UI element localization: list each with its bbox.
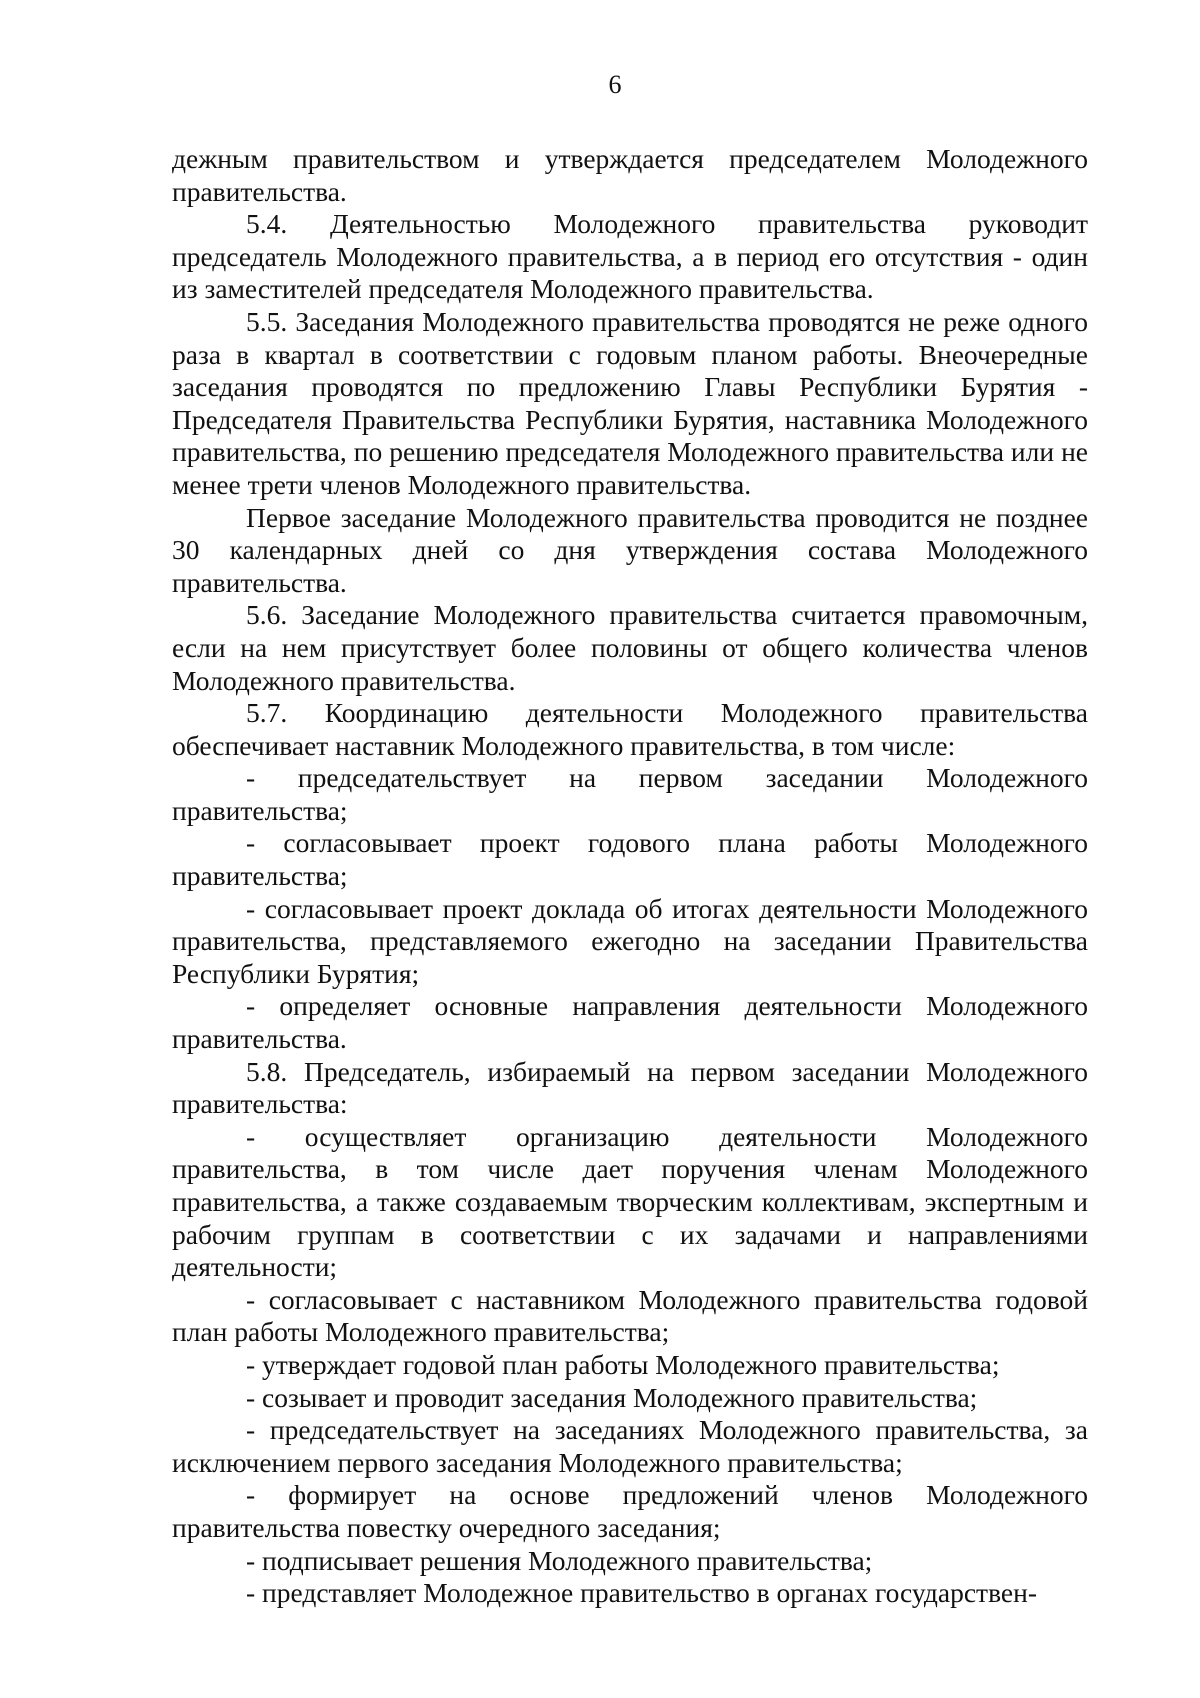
paragraph-5-5: 5.5. Заседания Молодежного правительства проводятся не реже одного раза в квартал в соответствии с годовым планом работы. Внеочередные заседания проводятся по предложению Главы Республики Бурятия - Председателя Правительства Республики Бурятия, наставника Молодежного правительства, по решению председателя Молодежного правительства или не менее трети членов Молодежного правительства.	[172, 305, 1088, 500]
page-number: 6	[608, 70, 622, 99]
document-body	[172, 143, 1088, 1610]
list-item-chair-signs-decisions: - подписывает решения Молодежного правительства;	[246, 1544, 873, 1576]
list-item-chair-coordinates-plan: - согласовывает с наставником Молодежного правительства годовой план работы Молодежного правительства;	[172, 1283, 1088, 1348]
list-item-mentor-defines-directions: - определяет основные направления деятельности Молодежного правительства.	[172, 990, 1088, 1055]
list-item-mentor-approves-report: - согласовывает проект доклада об итогах деятельности Молодежного правительства, представляемого ежегодно на заседании Правительства Республики Бурятия;	[172, 892, 1088, 989]
paragraph-first-meeting: Первое заседание Молодежного правительства проводится не позднее 30 календарных дней со дня утверждения состава Молодежного правительства.	[172, 501, 1088, 598]
list-item-chair-organizes: - осуществляет организацию деятельности Молодежного правительства, в том числе дает поручения членам Молодежного правительства, а также создаваемым творческим коллективам, экспертным и рабочим группам в соответствии с их задачами и направлениями деятельности;	[172, 1120, 1088, 1283]
list-item-chair-represents: - представляет Молодежное правительство в органах государствен-	[246, 1577, 1037, 1609]
list-item-chair-presides: - председательствует на заседаниях Молодежного правительства, за исключением первого заседания Молодежного правительства;	[172, 1414, 1088, 1478]
paragraph-5-7: 5.7. Координацию деятельности Молодежного правительства обеспечивает наставник Молодежного правительства, в том числе:	[172, 697, 1088, 761]
list-item-mentor-chairs-first-meeting: - председательствует на первом заседании Молодежного правительства;	[172, 762, 1088, 826]
list-item-chair-forms-agenda: - формирует на основе предложений членов Молодежного правительства повестку очередного заседания;	[172, 1479, 1088, 1543]
paragraph-5-6: 5.6. Заседание Молодежного правительства считается правомочным, если на нем присутствует более половины от общего количества членов Молодежного правительства.	[172, 599, 1088, 696]
list-item-chair-approves-plan: - утверждает годовой план работы Молодежного правительства;	[246, 1348, 1000, 1380]
paragraph-5-8: 5.8. Председатель, избираемый на первом заседании Молодежного правительства:	[172, 1055, 1088, 1120]
list-item-chair-convenes: - созывает и проводит заседания Молодежного правительства;	[246, 1381, 978, 1413]
paragraph-continuation: дежным правительством и утверждается председателем Молодежного правительства.	[172, 143, 1088, 207]
list-item-mentor-approves-plan: - согласовывает проект годового плана работы Молодежного правительства;	[172, 827, 1088, 892]
paragraph-5-4: 5.4. Деятельностью Молодежного правительства руководит председатель Молодежного правительства, а в период его отсутствия - один из заместителей председателя Молодежного правительства.	[172, 208, 1088, 305]
